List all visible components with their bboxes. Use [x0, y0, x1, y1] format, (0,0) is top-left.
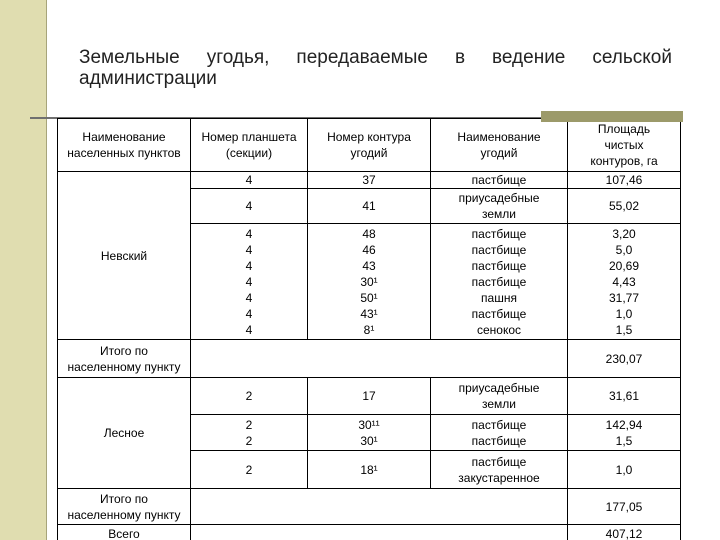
land-type: пашня — [481, 290, 517, 305]
total-label-cell — [58, 525, 191, 540]
area-value: 3,20 — [612, 226, 636, 241]
cell-area — [568, 172, 681, 189]
sheet-number: 2 — [245, 417, 253, 432]
accent-bar — [541, 111, 683, 122]
cell-sheet — [191, 451, 308, 489]
header-contour-label: Номер контура угодий — [327, 130, 411, 160]
cell-land-type — [431, 415, 568, 451]
subtotal-label-cell — [58, 340, 191, 378]
land-type: пастбище закустаренное — [458, 454, 540, 485]
slide-title — [79, 47, 672, 89]
land-type: приусадебные земли — [458, 381, 540, 411]
cell-area — [568, 415, 681, 451]
area-value: 1,0 — [615, 306, 633, 321]
cell-contour — [308, 451, 431, 489]
contour-number: 17 — [362, 389, 376, 403]
contour-number: 43¹ — [360, 306, 378, 321]
contour-number: 30¹ — [360, 274, 378, 289]
header-land-type — [431, 119, 568, 172]
subtotal-value-cell — [568, 340, 681, 378]
land-type: приусадебные земли — [458, 191, 540, 221]
subtotal-label: Итого по населенному пункту — [67, 491, 181, 522]
settlement-cell-nevsky — [58, 172, 191, 340]
contour-number: 18¹ — [360, 462, 378, 477]
title-line-1: Земельные угодья, передаваемые в ведение сельской — [79, 47, 672, 68]
subtotal-value-cell — [568, 489, 681, 525]
sheet-number: 4 — [245, 274, 253, 289]
settlement-name: Лесное — [103, 426, 145, 440]
land-type: пастбище — [471, 433, 527, 448]
sheet-number: 2 — [245, 462, 253, 477]
header-land-type-label: Наименование угодий — [457, 130, 541, 160]
land-type: сенокос — [476, 322, 522, 337]
total-value: 407,12 — [605, 526, 643, 540]
header-sheet — [191, 119, 308, 172]
contour-number: 46 — [362, 242, 376, 257]
contour-number: 43 — [362, 258, 376, 273]
sheet-number: 2 — [245, 433, 253, 448]
cell-contour — [308, 415, 431, 451]
table-row — [58, 172, 681, 189]
header-row — [58, 119, 681, 172]
sheet-number: 4 — [245, 173, 253, 187]
cell-area — [568, 189, 681, 224]
area-value: 31,77 — [608, 290, 640, 305]
cell-sheet — [191, 415, 308, 451]
cell-sheet — [191, 378, 308, 415]
land-type: пастбище — [471, 242, 527, 257]
contour-number: 48 — [362, 226, 376, 241]
table-row — [58, 378, 681, 415]
contour-number: 30¹¹ — [358, 417, 380, 432]
title-line-2: администрации — [79, 68, 217, 89]
total-empty-cell — [191, 525, 568, 540]
cell-area — [568, 224, 681, 340]
cell-sheet — [191, 224, 308, 340]
subtotal-row — [58, 340, 681, 378]
area-value: 142,94 — [605, 417, 643, 432]
header-sheet-label: Номер планшета (секции) — [201, 130, 297, 160]
cell-contour — [308, 172, 431, 189]
subtotal-label-cell — [58, 489, 191, 525]
cell-sheet — [191, 189, 308, 224]
area-value: 4,43 — [612, 274, 636, 289]
cell-area — [568, 378, 681, 415]
cell-land-type — [431, 172, 568, 189]
area-value: 107,46 — [605, 173, 643, 187]
land-type: пастбище — [471, 417, 527, 432]
settlement-cell-lesnoe — [58, 378, 191, 489]
subtotal-empty-cell — [191, 489, 568, 525]
area-value: 20,69 — [608, 258, 640, 273]
sheet-number: 4 — [245, 199, 253, 213]
header-area-label: Площадь чистых контуров, га — [590, 122, 658, 168]
total-value-cell — [568, 525, 681, 540]
contour-number: 50¹ — [360, 290, 378, 305]
cell-land-type — [431, 378, 568, 415]
cell-land-type — [431, 189, 568, 224]
total-label: Всего — [108, 526, 140, 540]
area-value: 1,0 — [615, 462, 633, 477]
sheet-number: 4 — [245, 226, 253, 241]
land-type: пастбище — [471, 274, 527, 289]
area-value: 31,61 — [608, 389, 640, 403]
sheet-number: 2 — [245, 389, 253, 403]
cell-contour — [308, 224, 431, 340]
sheet-number: 4 — [245, 290, 253, 305]
header-contour — [308, 119, 431, 172]
land-type: пастбище — [471, 226, 527, 241]
area-value: 1,5 — [615, 322, 633, 337]
sheet-number: 4 — [245, 322, 253, 337]
contour-number: 41 — [362, 199, 376, 213]
area-value: 5,0 — [615, 242, 633, 257]
cell-sheet — [191, 172, 308, 189]
land-type: пастбище — [471, 306, 527, 321]
contour-number: 30¹ — [360, 433, 378, 448]
area-value: 55,02 — [608, 199, 640, 213]
total-row — [58, 525, 681, 540]
header-area — [568, 119, 681, 172]
subtotal-label: Итого по населенному пункту — [67, 343, 181, 374]
left-band — [0, 0, 46, 540]
land-type: пастбище — [471, 173, 527, 187]
left-band-divider — [46, 0, 47, 540]
land-table — [57, 118, 681, 540]
subtotal-row — [58, 489, 681, 525]
subtotal-empty-cell — [191, 340, 568, 378]
land-type: пастбище — [471, 258, 527, 273]
cell-contour — [308, 378, 431, 415]
subtotal-value: 230,07 — [605, 351, 643, 366]
area-value: 1,5 — [615, 433, 633, 448]
sheet-number: 4 — [245, 258, 253, 273]
contour-number: 8¹ — [363, 322, 375, 337]
cell-land-type — [431, 451, 568, 489]
settlement-name: Невский — [100, 248, 148, 263]
sheet-number: 4 — [245, 306, 253, 321]
header-settlement-label: Наименование населенных пунктов — [67, 130, 181, 160]
header-settlement — [58, 119, 191, 172]
subtotal-value: 177,05 — [605, 499, 643, 514]
contour-number: 37 — [362, 173, 376, 187]
cell-area — [568, 451, 681, 489]
cell-contour — [308, 189, 431, 224]
cell-land-type — [431, 224, 568, 340]
sheet-number: 4 — [245, 242, 253, 257]
